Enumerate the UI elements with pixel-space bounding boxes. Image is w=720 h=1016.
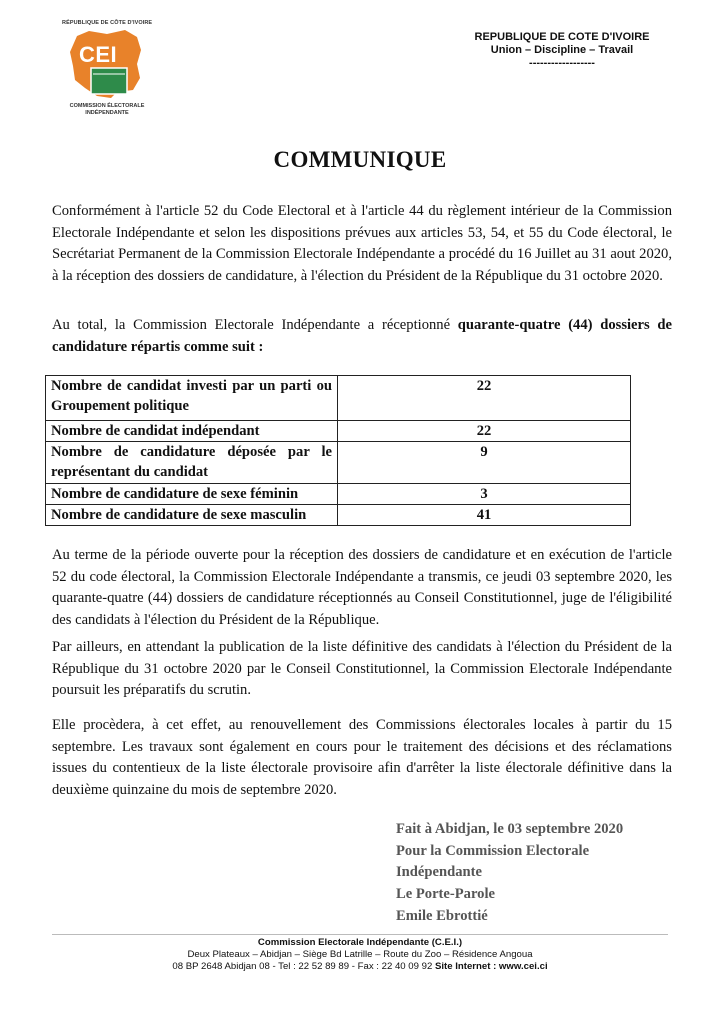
footer-org-name: Commission Electorale Indépendante (C.E.I.) <box>257 937 463 948</box>
logo-emblem <box>67 28 147 103</box>
signature-org-line2: Indépendante <box>396 864 482 881</box>
table-cell-value: 22 <box>338 421 631 442</box>
table-cell-value: 9 <box>338 442 631 484</box>
table-row <box>46 484 631 505</box>
footer-address: Deux Plateaux – Abidjan – Siège Bd Latrille – Route du Zoo – Résidence Angoua <box>187 949 533 960</box>
signature-org-line1: Pour la Commission Electorale <box>396 842 590 859</box>
table-cell-label: Nombre de candidat indépendant <box>46 421 338 442</box>
country-name: REPUBLIQUE DE COTE D'IVOIRE <box>474 31 650 43</box>
table-cell-label: Nombre de candidature déposée par le représentant du candidat <box>46 442 338 484</box>
paragraph-preparations: Par ailleurs, en attendant la publication de la liste définitive des candidats à l'élection du Président de la République du 31 octobre 2020 par le Conseil Constitutionnel, la Commission Electorale Indépendante poursuit les préparatifs du scrutin. <box>52 639 672 699</box>
signature-role: Le Porte-Parole <box>396 886 495 903</box>
paragraph-renewal: Elle procèdera, à cet effet, au renouvellement des Commissions électorales locales à partir du 15 septembre. Les travaux sont également en cours pour le traitement des décisions et des réclamations issues du contentieux de la liste électorale provisoire afin d'arrêter la liste électorale définitive dans la deuxième quinzaine du mois de septembre 2020. <box>52 717 672 799</box>
footer-contact <box>0 961 720 973</box>
signature-block <box>396 819 623 928</box>
logo-acronym: CEI <box>79 42 118 67</box>
footer-divider <box>52 934 668 935</box>
table-cell-value: 41 <box>338 505 631 526</box>
table-row <box>46 442 631 484</box>
table-row <box>46 376 631 421</box>
signature-name: Emile Ebrottié <box>396 907 488 924</box>
table-cell-label: Nombre de candidature de sexe féminin <box>46 484 338 505</box>
table-cell-value: 3 <box>338 484 631 505</box>
cei-logo <box>62 20 152 117</box>
paragraph-total <box>52 315 672 358</box>
table-row <box>46 505 631 526</box>
footer-website[interactable]: Site Internet : www.cei.ci <box>434 961 548 972</box>
logo-sub-line2: INDÉPENDANTE <box>85 110 129 116</box>
table-cell-value: 22 <box>338 376 631 421</box>
footer <box>0 937 720 973</box>
header-country-block <box>462 31 662 70</box>
logo-top-text: RÉPUBLIQUE DE CÔTE D'IVOIRE <box>62 20 153 26</box>
document-title: COMMUNIQUE <box>273 147 447 172</box>
paragraph-total-lead: Au total, la Commission Electorale Indépendante a réceptionné <box>52 317 458 333</box>
paragraph-transmission: Au terme de la période ouverte pour la réception des dossiers de candidature et en exécution de l'article 52 du code électoral, la Commission Electorale Indépendante a transmis, ce jeudi 03 septembre 2020, les quarante-quatre (44) dossiers de candidature réceptionnés au Conseil Constitutionnel, juge de l'éligibilité des candidats à l'élection du Président de la République. <box>52 547 672 629</box>
candidature-table <box>45 375 631 526</box>
paragraph-total-bold: quarante-quatre (44) dossiers de candidature répartis comme suit : <box>52 317 672 355</box>
footer-phone-fax: 08 BP 2648 Abidjan 08 - Tel : 22 52 89 89 - Fax : 22 40 09 92 <box>172 961 435 972</box>
signature-place-date: Fait à Abidjan, le 03 septembre 2020 <box>396 821 624 837</box>
national-motto: Union – Discipline – Travail <box>490 44 634 56</box>
table-cell-label: Nombre de candidature de sexe masculin <box>46 505 338 526</box>
table-row <box>46 421 631 442</box>
paragraph-intro: Conformément à l'article 52 du Code Electoral et à l'article 44 du règlement intérieur de la Commission Electorale Indépendante et selon les dispositions prévues aux articles 53, 54, et 55 du Code électoral, le Secrétariat Permanent de la Commission Electorale Indépendante a procédé du 16 Juillet au 31 aout 2020, à la réception des dossiers de candidature, à l'élection du Président de la République du 31 octobre 2020. <box>52 203 672 285</box>
table-cell-label: Nombre de candidat investi par un parti ou Groupement politique <box>46 376 338 421</box>
logo-sub-line1: COMMISSION ÉLECTORALE <box>69 103 145 109</box>
header-separator: ------------------ <box>529 57 595 69</box>
